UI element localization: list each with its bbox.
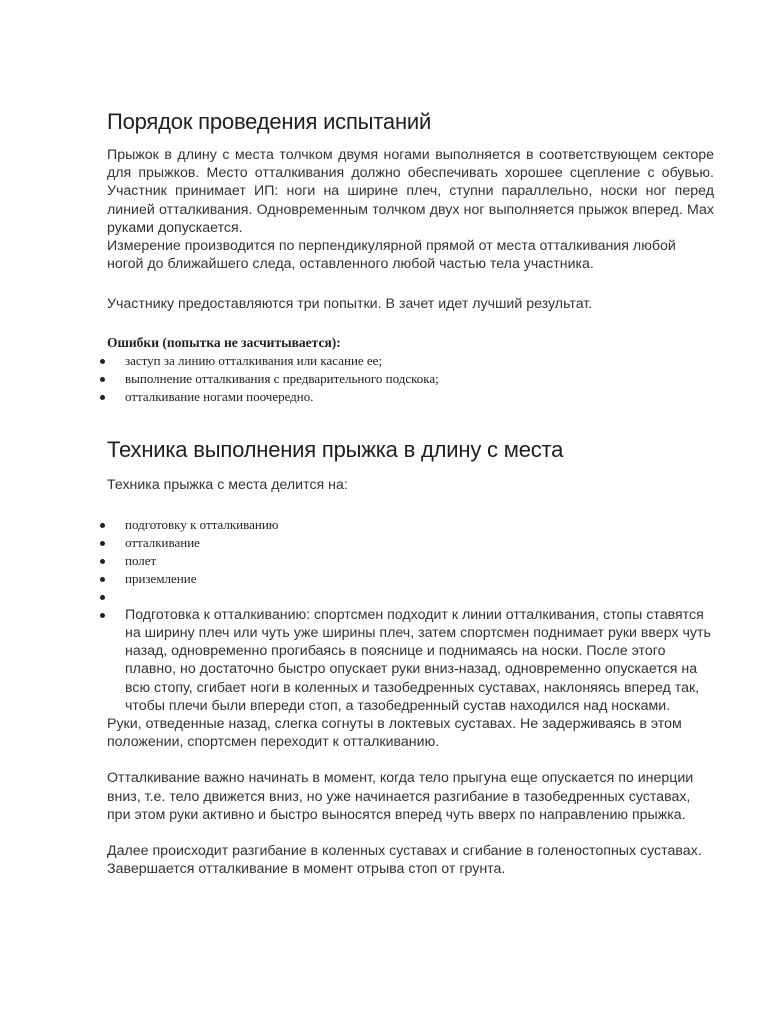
bullet-icon <box>100 359 105 364</box>
list-item: отталкивание ногами поочередно. <box>107 388 714 406</box>
list-item: заступ за линию отталкивания или касание ее; <box>107 352 714 370</box>
paragraph-extension: Далее происходит разгибание в коленных суставах и сгибание в голеностопных суставах. Завершается отталкивание в момент отрыва стоп от грунта. <box>107 843 702 878</box>
bullet-icon <box>100 541 105 546</box>
errors-list <box>107 352 714 406</box>
paragraph-preparation: Подготовка к отталкиванию: спортсмен подходит к линии отталкивания, стопы ставятся на ширину плеч или чуть уже ширины плеч, затем спортсмен поднимает руки вверх чуть назад, одновременно прогибаясь в пояснице и поднимаясь на носки. После этого плавно, но достаточно быстро опускает руки вниз-назад, одновременно опускается на всю стопу, сгибает ноги в коленных и тазобедренных суставах, наклоняясь вперед так, чтобы плечи были впереди стоп, а тазобедренный сустав находился над носками. <box>125 606 711 714</box>
paragraph-measurement: Измерение производится по перпендикулярной прямой от места отталкивания любой ногой до ближайшего следа, оставленного любой частью тела участника. <box>107 238 676 273</box>
bullet-icon <box>100 613 105 618</box>
list-item: выполнение отталкивания с предварительного подскока; <box>107 370 714 388</box>
list-item: приземление <box>107 570 714 588</box>
bullet-icon <box>100 595 105 600</box>
bullet-icon <box>100 559 105 564</box>
preparation-list <box>107 606 714 715</box>
phases-list <box>107 516 714 606</box>
list-item: полет <box>107 552 714 570</box>
paragraph-arms: Руки, отведенные назад, слегка согнуты в локтевых суставах. Не задерживаясь в этом положении, спортсмен переходит к отталкиванию. <box>107 716 682 751</box>
paragraph-jump-description: Прыжок в длину с места толчком двумя ногами выполняется в соответствующем секторе для прыжков. Место отталкивания должно обеспечивать хорошее сцепление с обувью. Участник принимает ИП: ноги на ширине плеч, ступни параллельно, носки ног перед линией отталкивания. Одновременным толчком двух ног выполняется прыжок вперед. Мах руками допускается. <box>107 147 714 236</box>
bullet-icon <box>100 523 105 528</box>
list-item <box>107 606 714 715</box>
bullet-icon <box>100 377 105 382</box>
paragraph-pushoff: Отталкивание важно начинать в момент, когда тело прыгуна еще опускается по инерции вниз, т.е. тело движется вниз, но уже начинается разгибание в тазобедренных суставах, при этом руки активно и быстро выносятся вперед чуть вверх по направлению прыжка. <box>107 770 694 823</box>
paragraph-technique-intro: Техника прыжка с места делится на: <box>107 476 348 493</box>
paragraph-attempts: Участнику предоставляются три попытки. В зачет идет лучший результат. <box>107 296 593 313</box>
section-title-procedure: Порядок проведения испытаний <box>107 109 432 134</box>
section-title-technique: Техника выполнения прыжка в длину с места <box>107 436 564 462</box>
document-page <box>107 108 714 878</box>
list-item <box>107 588 714 606</box>
list-item: отталкивание <box>107 534 714 552</box>
list-item: подготовку к отталкиванию <box>107 516 714 534</box>
bullet-icon <box>100 577 105 582</box>
errors-heading: Ошибки (попытка не засчитывается): <box>107 334 341 350</box>
bullet-icon <box>100 395 105 400</box>
